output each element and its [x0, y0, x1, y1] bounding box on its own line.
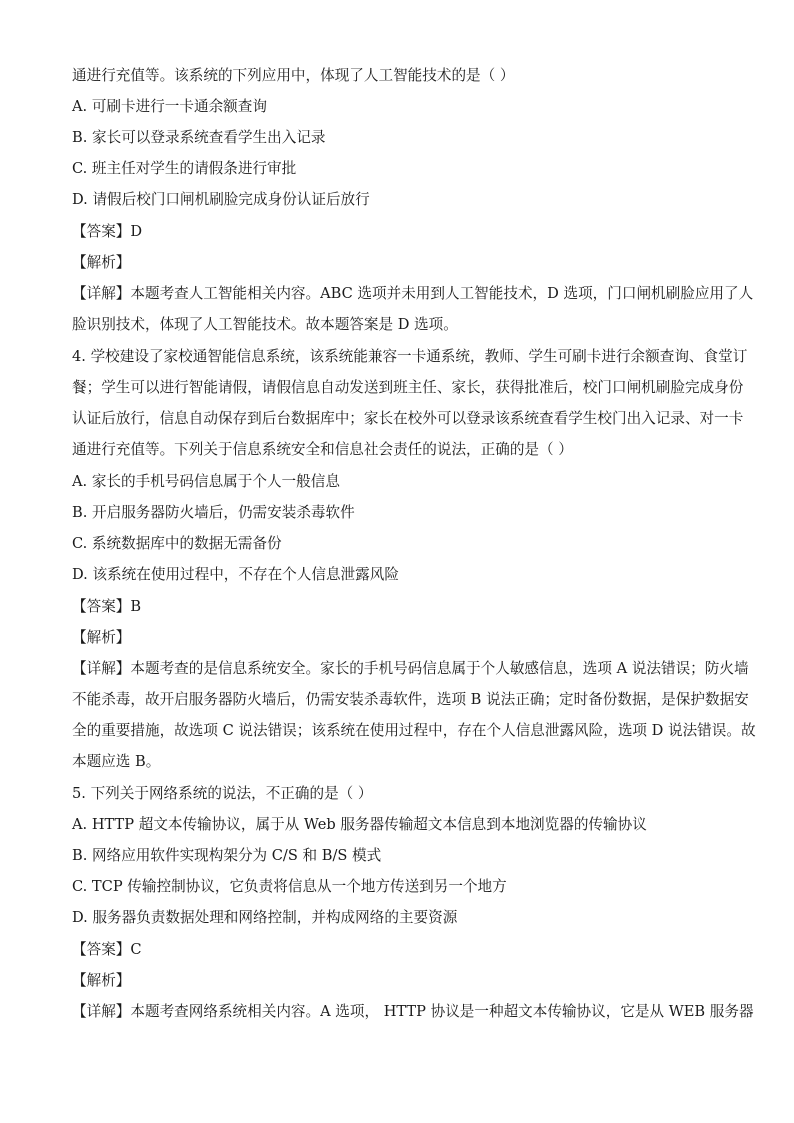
question-4-stem-line-3: 认证后放行，信息自动保存到后台数据库中；家长在校外可以登录该系统查看学生校门出入记录、对一卡	[72, 410, 744, 427]
q4-option-a: A. 家长的手机号码信息属于个人一般信息	[72, 473, 340, 490]
question-4-stem-line-2: 餐；学生可以进行智能请假，请假信息自动发送到班主任、家长，获得批准后，校门口闸机刷脸完成身份	[72, 379, 744, 396]
q4-answer: 【答案】B	[72, 598, 142, 615]
q3-answer: 【答案】D	[72, 223, 143, 240]
q5-option-c: C. TCP 传输控制协议，它负责将信息从一个地方传送到另一个地方	[72, 878, 507, 895]
q3-explanation-line-1: 【详解】本题考查人工智能相关内容。ABC 选项并未用到人工智能技术，D 选项，门口闸机刷脸应用了人	[72, 285, 754, 302]
question-4-stem-line-4: 通进行充值等。下列关于信息系统安全和信息社会责任的说法，正确的是（ ）	[72, 441, 573, 458]
q3-option-d: D. 请假后校门口闸机刷脸完成身份认证后放行	[72, 191, 370, 208]
question-4-stem-line-1: 4. 学校建设了家校通智能信息系统，该系统能兼容一卡通系统，教师、学生可刷卡进行余额查询、食堂订	[72, 348, 748, 365]
q3-option-c: C. 班主任对学生的请假条进行审批	[72, 160, 297, 177]
question-5-stem: 5. 下列关于网络系统的说法，不正确的是（ ）	[72, 785, 373, 802]
q3-option-b: B. 家长可以登录系统查看学生出入记录	[72, 129, 326, 146]
q5-analysis-label: 【解析】	[72, 972, 131, 989]
q5-option-a: A. HTTP 超文本传输协议，属于从 Web 服务器传输超文本信息到本地浏览器的传输协议	[72, 816, 647, 833]
q4-option-c: C. 系统数据库中的数据无需备份	[72, 535, 282, 552]
q3-explanation-line-2: 脸识别技术，体现了人工智能技术。故本题答案是 D 选项。	[72, 316, 458, 333]
q5-option-b: B. 网络应用软件实现构架分为 C/S 和 B/S 模式	[72, 847, 382, 864]
q4-explanation-line-1: 【详解】本题考查的是信息系统安全。家长的手机号码信息属于个人敏感信息，选项 A 说法错误；防火墙	[72, 660, 749, 677]
q4-option-d: D. 该系统在使用过程中，不存在个人信息泄露风险	[72, 566, 399, 583]
q5-explanation-line-1: 【详解】本题考查网络系统相关内容。A 选项， HTTP 协议是一种超文本传输协议，它是从 WEB 服务器	[72, 1003, 754, 1020]
q4-explanation-line-3: 全的重要措施，故选项 C 说法错误；该系统在使用过程中，存在个人信息泄露风险，选项 D 说法错误。故	[72, 722, 756, 739]
q4-explanation-line-4: 本题应选 B。	[72, 753, 161, 770]
q5-option-d: D. 服务器负责数据处理和网络控制，并构成网络的主要资源	[72, 909, 458, 926]
q4-analysis-label: 【解析】	[72, 629, 131, 646]
q5-answer: 【答案】C	[72, 941, 142, 958]
q3-option-a: A. 可刷卡进行一卡通余额查询	[72, 98, 267, 115]
q3-analysis-label: 【解析】	[72, 254, 131, 271]
q4-explanation-line-2: 不能杀毒，故开启服务器防火墙后，仍需安装杀毒软件，选项 B 说法正确；定时备份数据，是保护数据安	[72, 691, 749, 708]
question-3-stem-tail: 通进行充值等。该系统的下列应用中，体现了人工智能技术的是（ ）	[72, 67, 515, 84]
q4-option-b: B. 开启服务器防火墙后，仍需安装杀毒软件	[72, 504, 355, 521]
